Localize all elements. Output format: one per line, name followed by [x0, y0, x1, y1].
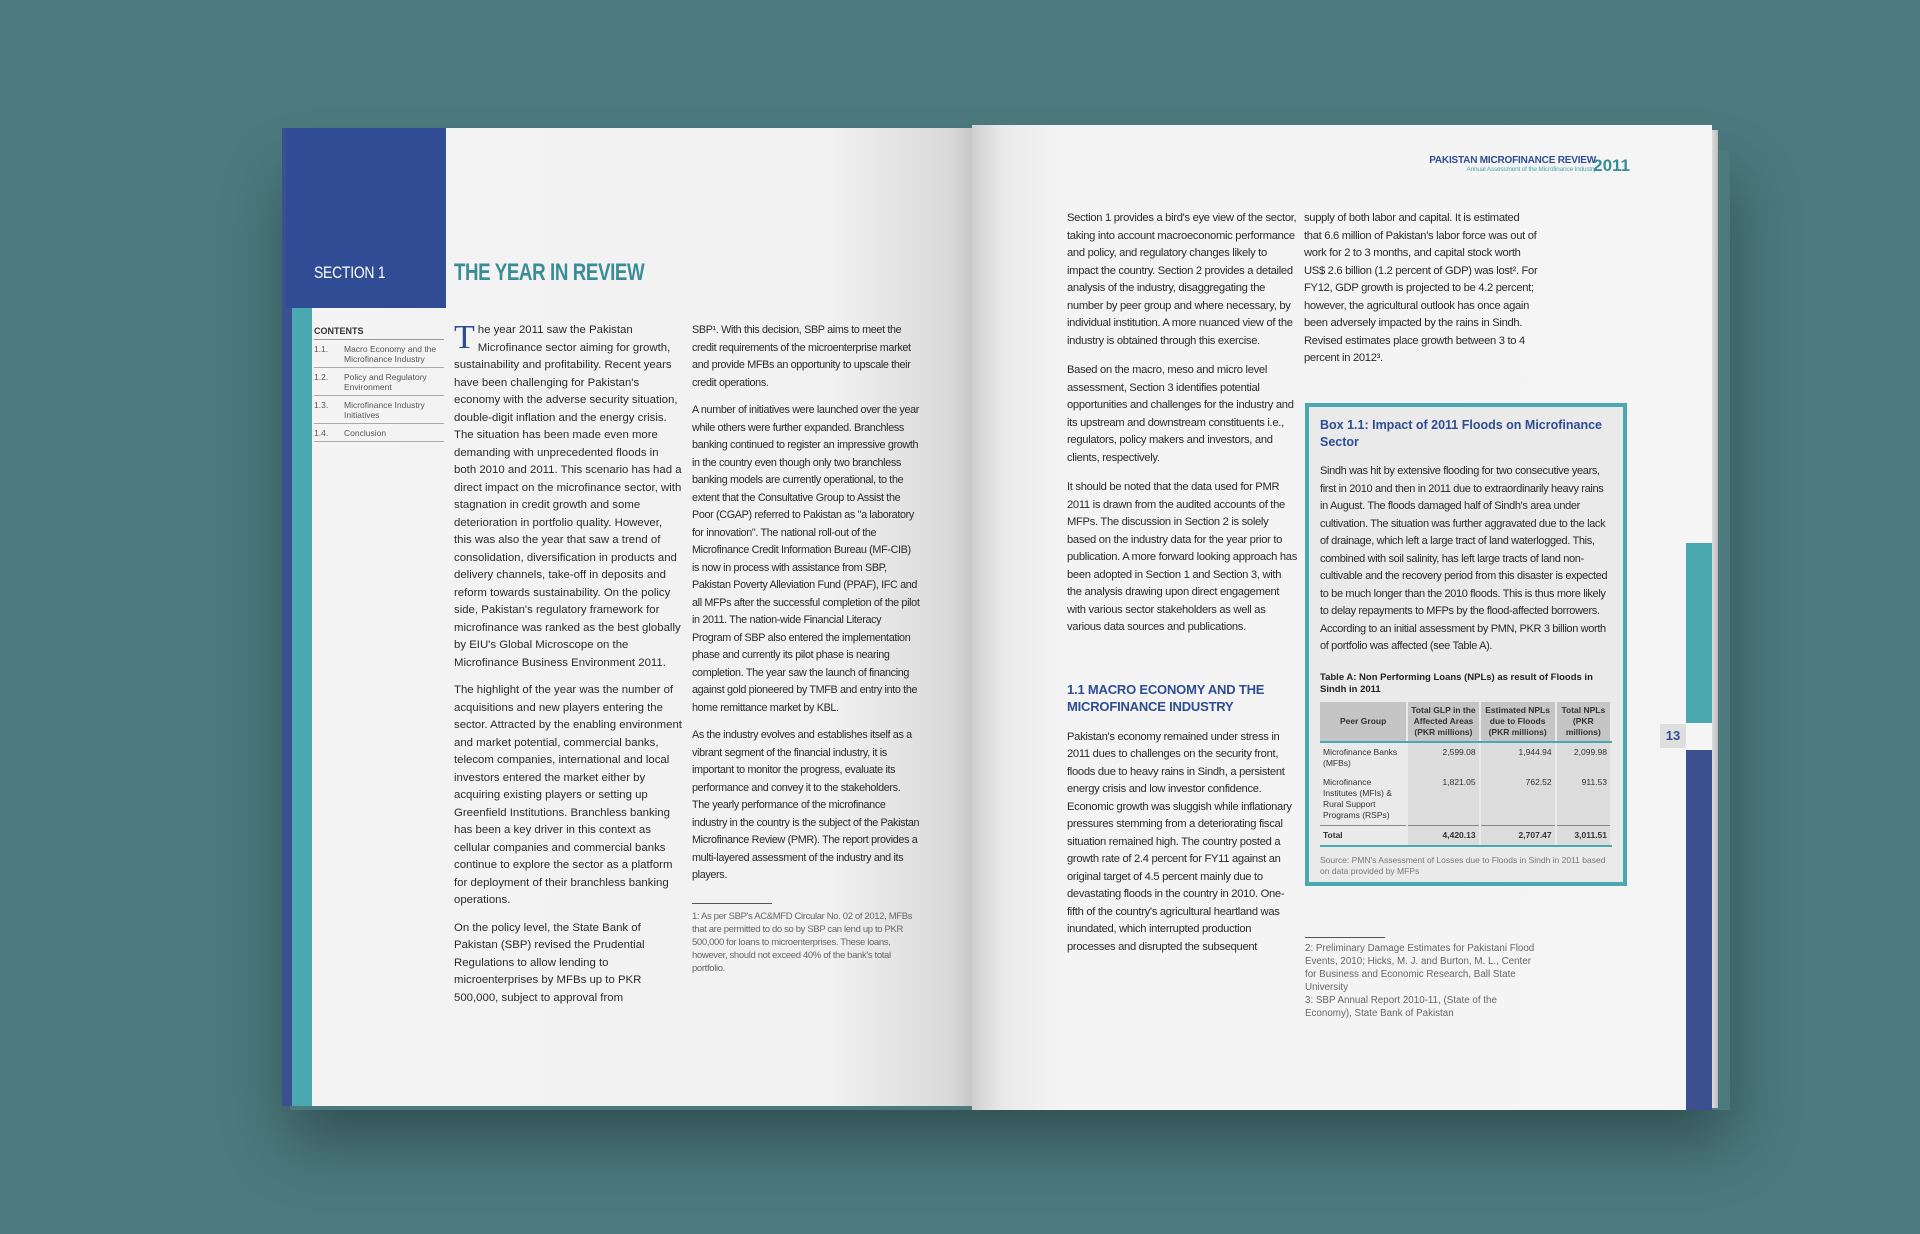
- paragraph: Pakistan's economy remained under stress in 2011 dues to challenges on the security front, floods due to heavy rains in Sindh, a persistent energy crisis and low investor confidence. Economic growth was sluggish while inflationary pressures stemming from a deteriorating fiscal situation remained high. The country posted a growth rate of 2.4 percent for FY11 against an original target of 4.5 percent mainly due to devastating floods in the country in 2010. One-fifth of the country's agricultural heartland was inundated, which interrupted production processes and disrupted the subsequent: [1067, 730, 1292, 953]
- contents-item[interactable]: [314, 396, 444, 424]
- section-label: SECTION 1: [314, 263, 386, 282]
- paragraph: As the industry evolves and establishes itself as a vibrant segment of the financial industry, it is important to monitor the progress, evaluate its performance and convey it to the stakeholders. The yearly performance of the microfinance industry in the country is the subject of the Pakistan Microfinance Review (PMR). The report provides a multi-layered assessment of the industry and its players.: [692, 729, 920, 881]
- header-title: PAKISTAN MICROFINANCE REVIEW: [1429, 155, 1596, 166]
- edge-tab-blue: [1686, 750, 1712, 1110]
- table-cell: 3,011.51: [1556, 825, 1611, 846]
- right-page: [972, 125, 1712, 1110]
- contents-list: [314, 326, 444, 442]
- running-header: [1429, 155, 1596, 173]
- table-cell: 2,707.47: [1480, 825, 1556, 846]
- contents-heading: CONTENTS: [314, 326, 444, 340]
- table-cell: 2,099.98: [1556, 742, 1611, 773]
- column-header: Peer Group: [1320, 702, 1407, 742]
- paragraph: It should be noted that the data used for PMR 2011 is drawn from the audited accounts of the MFPs. The discussion in Section 2 is solely based on the industry data for the year prior to publication. A more forward looking approach has been adopted in Section 1 and Section 3, with the analysis drawing upon direct engagement with various sector stakeholders as well as various data sources and publications.: [1067, 481, 1298, 633]
- footnote: 2: Preliminary Damage Estimates for Pakistani Flood Events, 2010; Hicks, M. J. and Burton, M. L., Center for Business and Economic Research, Ball State University: [1305, 943, 1535, 993]
- column-header: Estimated NPLs due to Floods (PKR millions): [1480, 702, 1556, 742]
- table-row: [1320, 773, 1611, 826]
- dropcap: T: [454, 319, 475, 356]
- section-subheading: 1.1 MACRO ECONOMY AND THE MICROFINANCE INDUSTRY: [1067, 681, 1265, 714]
- column-header: Total GLP in the Affected Areas (PKR millions): [1407, 702, 1479, 742]
- contents-item[interactable]: [314, 340, 444, 368]
- header-year: 2011: [1593, 156, 1630, 175]
- teal-strip: [292, 308, 312, 1106]
- table-header-row: [1320, 702, 1611, 742]
- table-cell: Total: [1320, 825, 1407, 846]
- paragraph: A number of initiatives were launched over the year while others were further expanded. Branchless banking continued to register an impressive growth in the country even though only two branchless banking models are currently operational, to the extent that the Consultative Group to Assist the Poor (CGAP) referred to Pakistan as "a laboratory for innovation". The national roll-out of the Microfinance Credit Information Bureau (MF-CIB) is now in process with assistance from SBP, Pakistan Poverty Alleviation Fund (PPAF), IFC and all MFPs after the successful completion of the pilot in 2011. The nation-wide Financial Literacy Program of SBP also entered the implementation phase and currently its pilot phase is nearing completion. The year saw the launch of financing against gold pioneered by TMFB and entry into the home remittance market by KBL.: [692, 404, 920, 714]
- contents-item-label: Policy and Regulatory Environment: [344, 372, 427, 392]
- table-cell: 4,420.13: [1407, 825, 1479, 846]
- table-row: [1320, 742, 1611, 773]
- contents-item-label: Conclusion: [344, 428, 387, 438]
- box-body: Sindh was hit by extensive flooding for two consecutive years, first in 2010 and then in 2011 due to extraordinarily heavy rains in August. The floods damaged half of Sindh's area under cultivation. The situation was further aggravated due to the lack of drainage, which left a large tract of land waterlogged. This, combined with soil salinity, has left large tracts of land non-cultivable and the recovery period from this disaster is expected to be much longer than the 2010 floods. This is thus more likely to delay repayments to MFPs by the flood-affected borrowers. According to an initial assessment by PMN, PKR 3 billion worth of portfolio was affected (see Table A).: [1320, 465, 1608, 652]
- table-cell: 1,944.94: [1480, 742, 1556, 773]
- contents-item-number: 1.3.: [314, 400, 329, 410]
- footnote: 3: SBP Annual Report 2010-11, (State of the Economy), State Bank of Pakistan: [1305, 995, 1497, 1019]
- table-source: Source: PMN's Assessment of Losses due to Floods in Sindh in 2011 based on data provided by MFPs: [1320, 854, 1606, 876]
- contents-item-label: Macro Economy and the Microfinance Industry: [344, 344, 437, 364]
- paragraph: The highlight of the year was the number of acquisitions and new players entering the sector. Attracted by the enabling environment and market potential, commercial banks, telecom companies, international and local investors entered the market either by acquiring existing players or setting up Greenfield Institutions. Branchless banking has been a key driver in this context as cellular companies and commercial banks continue to explore the sector as a platform for deployment of their branchless banking operations.: [454, 684, 682, 906]
- right-column-1: [1067, 210, 1297, 968]
- contents-item-number: 1.1.: [314, 344, 329, 354]
- column-header: Total NPLs (PKR millions): [1556, 702, 1611, 742]
- contents-item-label: Microfinance Industry Initiatives: [344, 400, 425, 420]
- page-stack-edge: [1712, 130, 1718, 1108]
- table-total-row: [1320, 825, 1611, 846]
- npl-table: [1320, 702, 1612, 847]
- table-title: Table A: Non Performing Loans (NPLs) as result of Floods in Sindh in 2011: [1320, 671, 1593, 695]
- paragraph: supply of both labor and capital. It is estimated that 6.6 million of Pakistan's labor force was out of work for 2 to 3 months, and capital stock worth US$ 2.6 billion (1.2 percent of GDP) was lost². For FY12, GDP growth is projected to be 4.2 percent; however, the agricultural outlook has once again been adversely impacted by the rains in Sindh. Revised estimates place growth between 3 to 4 percent in 2012³.: [1304, 212, 1538, 364]
- table-cell: 911.53: [1556, 773, 1611, 826]
- edge-tab-teal: [1686, 543, 1712, 723]
- right-column-2: [1304, 210, 1539, 380]
- footnote: 1: As per SBP's AC&MFD Circular No. 02 of 2012, MFBs that are permitted to do so by SBP can lend up to PKR 500,000 for loans to microenterprises. These loans, however, should not exceed 40% of the bank's total portfolio.: [692, 910, 913, 974]
- table-cell: 762.52: [1480, 773, 1556, 826]
- left-column-1: [454, 319, 682, 1017]
- right-footnotes: [1305, 937, 1535, 1020]
- info-box: [1305, 403, 1627, 886]
- box-title: Box 1.1: Impact of 2011 Floods on Microfinance Sector: [1320, 418, 1603, 449]
- contents-item[interactable]: [314, 424, 444, 442]
- paragraph: SBP¹. With this decision, SBP aims to meet the credit requirements of the microenterprise market and provide MFBs an opportunity to upscale their credit operations.: [692, 324, 911, 389]
- intro-paragraph: [454, 319, 682, 672]
- intro-text: he year 2011 saw the Pakistan Microfinance sector aiming for growth, sustainability and profitability. Recent years have been challenging for Pakistan's economy with the adverse security situation, double-digit inflation and the energy crisis. The situation has been made even more demanding with unprecedented floods in both 2010 and 2011. This scenario has had a direct impact on the microfinance sector, with stagnation in credit growth and some deterioration in portfolio quality. However, this was also the year that saw a trend of consolidation, diversification in products and delivery channels, take-off in deposits and reform towards sustainability. On the policy side, Pakistan's regulatory framework for microfinance was ranked as the best globally by EIU's Global Microscope on the Microfinance Business Environment 2011.: [454, 324, 682, 669]
- paragraph: Based on the macro, meso and micro level assessment, Section 3 identifies potential opportunities and challenges for the industry and its upstream and downstream constituents i.e., regulators, policy makers and investors, and clients, respectively.: [1067, 364, 1294, 464]
- paragraph: Section 1 provides a bird's eye view of the sector, taking into account macroeconomic performance and policy, and regulatory changes likely to impact the country. Section 2 provides a detailed analysis of the industry, disaggregating the number by peer group and where necessary, by individual institution. A more nuanced view of the industry is obtained through this exercise.: [1067, 212, 1297, 347]
- contents-item-number: 1.2.: [314, 372, 329, 382]
- left-page: [282, 128, 972, 1106]
- table-cell: Microfinance Institutes (MFIs) & Rural Support Programs (RSPs): [1320, 773, 1407, 826]
- footnote-rule: [692, 903, 772, 904]
- table-cell: Microfinance Banks (MFBs): [1320, 742, 1407, 773]
- paragraph: On the policy level, the State Bank of Pakistan (SBP) revised the Prudential Regulations to allow lending to microenterprises by MFBs up to PKR 500,000, subject to approval from: [454, 921, 645, 1004]
- header-subtitle: Annual Assessment of the Microfinance Industry: [1466, 166, 1596, 173]
- contents-item[interactable]: [314, 368, 444, 396]
- table-cell: 1,821.05: [1407, 773, 1479, 826]
- contents-item-number: 1.4.: [314, 428, 329, 438]
- table-cell: 2,599.08: [1407, 742, 1479, 773]
- footnote-rule: [1305, 937, 1385, 938]
- left-column-2: [692, 322, 920, 975]
- page-number: 13: [1660, 724, 1686, 748]
- page-title: THE YEAR IN REVIEW: [454, 259, 645, 286]
